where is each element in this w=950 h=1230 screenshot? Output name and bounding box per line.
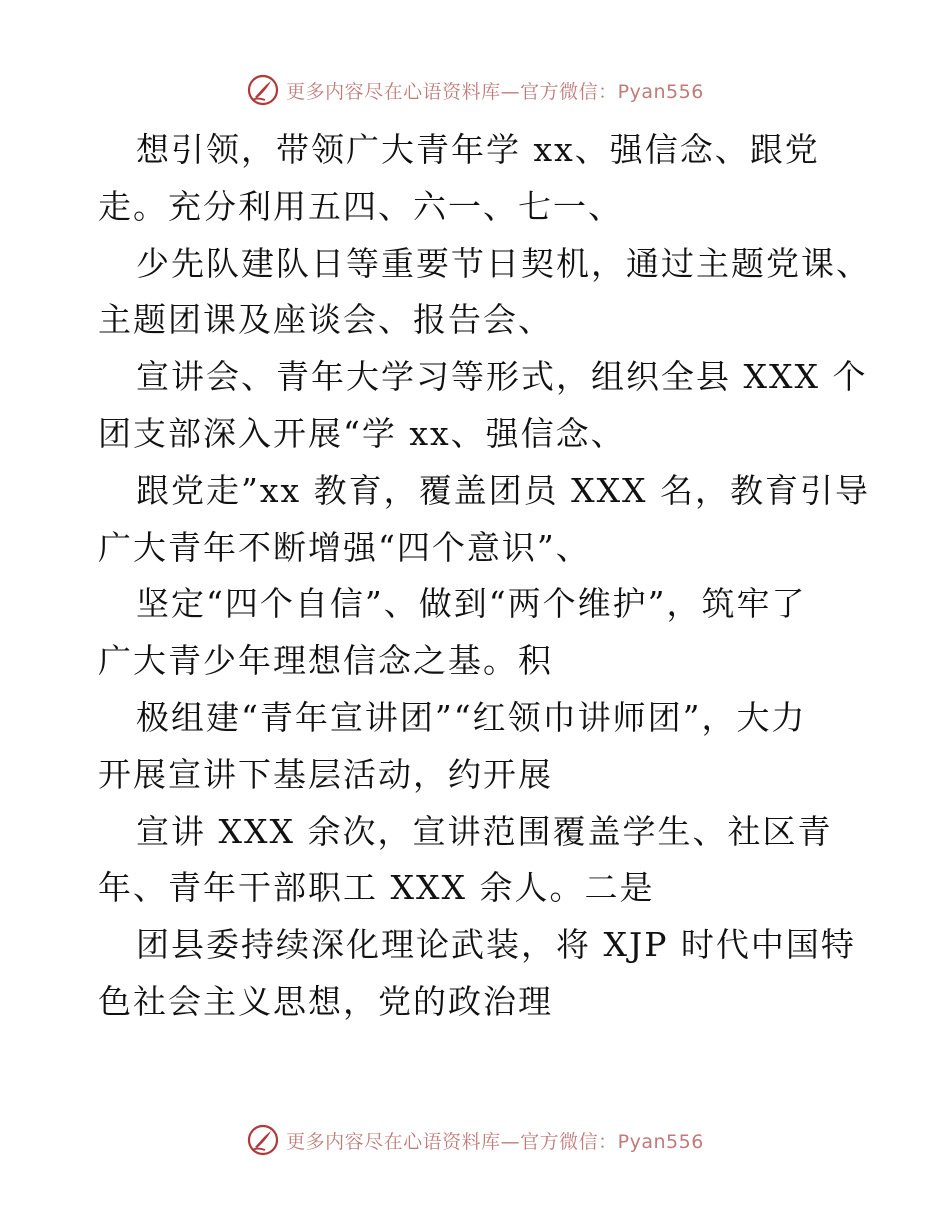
pen-logo-icon <box>246 73 280 107</box>
text-line: 想引领，带领广大青年学 xx、强信念、跟党 <box>136 130 820 169</box>
text-line: 宣讲会、青年大学习等形式，组织全县 XXX 个 <box>136 357 868 397</box>
text-line: 团县委持续深化理论武装，将 XJP 时代中国特 <box>136 925 856 965</box>
text-line: 开展宣讲下基层活动，约开展 <box>98 754 553 794</box>
text-line: 跟党走”xx 教育，覆盖团员 XXX 名，教育引导 <box>136 470 871 510</box>
header-banner-text: 更多内容尽在心语资料库—官方微信：Pyan556 <box>286 80 704 103</box>
text-line: 少先队建队日等重要节日契机，通过主题党课、 <box>136 243 871 283</box>
text-line: 走。充分利用五四、六一、七一、 <box>98 186 623 226</box>
header-banner <box>0 70 950 110</box>
footer-banner <box>0 1120 950 1160</box>
footer-banner-text: 更多内容尽在心语资料库—官方微信：Pyan556 <box>286 1130 704 1153</box>
text-line: 主题团课及座谈会、报告会、 <box>98 300 553 340</box>
text-line: 宣讲 XXX 余次，宣讲范围覆盖学生、社区青 <box>136 811 833 851</box>
text-line: 广大青少年理想信念之基。积 <box>98 641 553 681</box>
text-line: 广大青年不断增强“四个意识”、 <box>98 527 591 567</box>
body-text <box>98 122 871 1031</box>
text-line: 色社会主义思想，党的政治理 <box>98 981 553 1021</box>
pen-logo-icon <box>246 1123 280 1157</box>
text-line: 团支部深入开展“学 xx、强信念、 <box>98 413 626 453</box>
text-line: 年、青年干部职工 XXX 余人。二是 <box>98 868 655 908</box>
text-line: 坚定“四个自信”、做到“两个维护”，筑牢了 <box>136 584 807 624</box>
text-line: 极组建“青年宣讲团”“红领巾讲师团”，大力 <box>136 697 807 737</box>
